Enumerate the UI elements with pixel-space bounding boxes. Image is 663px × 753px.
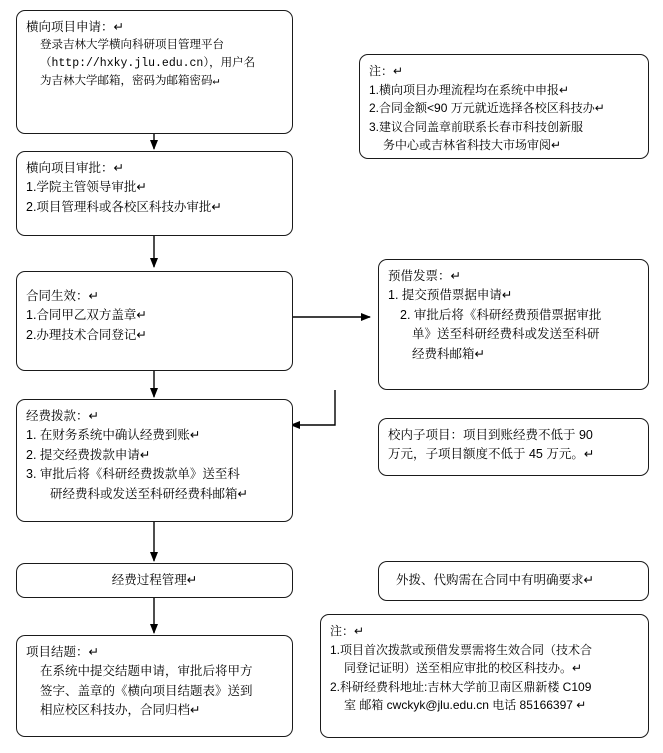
node-effective <box>16 271 293 371</box>
node-effective-line-1: 1.合同甲乙双方盖章↵ <box>26 308 147 323</box>
node-apply-line-3: 为吉林大学邮箱，密码为邮箱密码↵ <box>40 75 220 88</box>
note-top-line-2: 2.合同金额<90 万元就近选择各校区科技办↵ <box>369 101 605 116</box>
node-prepay-line-3: 单》送至科研经费科或发送至科研 <box>412 327 600 342</box>
node-outsource <box>378 561 649 601</box>
node-review-line-2: 2.项目管理科或各校区科技办审批↵ <box>26 199 222 214</box>
node-prepay-heading: 预借发票：↵ <box>388 269 461 283</box>
note-bottom-line-3: 2.科研经费科地址:吉林大学前卫南区鼎新楼 C109 <box>330 679 592 694</box>
node-subproject-line-2: 万元，子项目额度不低于 45 万元。↵ <box>388 447 595 462</box>
node-apply <box>16 10 293 134</box>
note-bottom-line-1: 1.项目首次拨款或预借发票需将生效合同（技术合 <box>330 642 593 657</box>
note-top-line-1: 1.横向项目办理流程均在系统中申报↵ <box>369 82 570 97</box>
node-review <box>16 151 293 236</box>
node-funding <box>16 399 293 522</box>
note-bottom-heading: 注：↵ <box>330 624 365 638</box>
node-apply-line-1: 登录吉林大学横向科研项目管理平台 <box>40 39 224 53</box>
note-bottom-line-4: 室 邮箱 cwckyk@jlu.edu.cn 电话 85166397 ↵ <box>344 698 587 713</box>
node-closing-line-1: 在系统中提交结题申请，审批后将甲方 <box>40 664 253 679</box>
note-top-line-3: 3.建议合同盖章前联系长春市科技创新服 <box>369 119 584 134</box>
node-funding-line-3: 3. 审批后将《科研经费拨款单》送至科 <box>26 467 240 482</box>
node-review-heading: 横向项目审批：↵ <box>26 161 124 175</box>
node-apply-line-2: （http://hxky.jlu.edu.cn），用户名 <box>40 57 256 71</box>
note-top <box>359 54 649 159</box>
node-closing-line-3: 相应校区科技办，合同归档↵ <box>40 703 201 718</box>
note-bottom-line-2: 同登记证明）送至相应审批的校区科技办。↵ <box>344 661 583 676</box>
node-subproject <box>378 418 649 476</box>
node-apply-heading: 横向项目申请：↵ <box>26 20 124 34</box>
node-prepay <box>378 259 649 390</box>
node-funding-line-1: 1. 在财务系统中确认经费到账↵ <box>26 428 201 443</box>
node-subproject-line-1: 校内子项目：项目到账经费不低于 90 <box>388 428 593 442</box>
node-prepay-line-1: 1. 提交预借票据申请↵ <box>388 288 513 303</box>
node-outsource-line-1: 外拨、代购需在合同中有明确要求↵ <box>396 573 594 588</box>
note-top-line-4: 务中心或吉林省科技大市场审阅↵ <box>383 138 562 153</box>
note-top-heading: 注：↵ <box>369 64 404 78</box>
node-funding-heading: 经费拨款：↵ <box>26 409 99 423</box>
note-bottom <box>320 614 649 738</box>
node-funding-line-2: 2. 提交经费拨款申请↵ <box>26 447 151 462</box>
node-closing-heading: 项目结题：↵ <box>26 645 99 659</box>
node-effective-line-2: 2.办理技术合同登记↵ <box>26 327 147 342</box>
node-closing <box>16 635 293 737</box>
node-prepay-line-4: 经费科邮箱↵ <box>412 346 485 361</box>
node-funding-line-4: 研经费科或发送至科研经费科邮箱↵ <box>50 486 248 501</box>
node-process <box>16 563 293 598</box>
node-effective-heading: 合同生效：↵ <box>26 289 99 303</box>
node-review-line-1: 1.学院主管领导审批↵ <box>26 180 147 195</box>
node-closing-line-2: 签字、盖章的《横向项目结题表》送到 <box>40 683 253 698</box>
node-prepay-line-2: 2. 审批后将《科研经费预借票据审批 <box>400 307 602 322</box>
node-process-heading: 经费过程管理↵ <box>111 572 198 587</box>
